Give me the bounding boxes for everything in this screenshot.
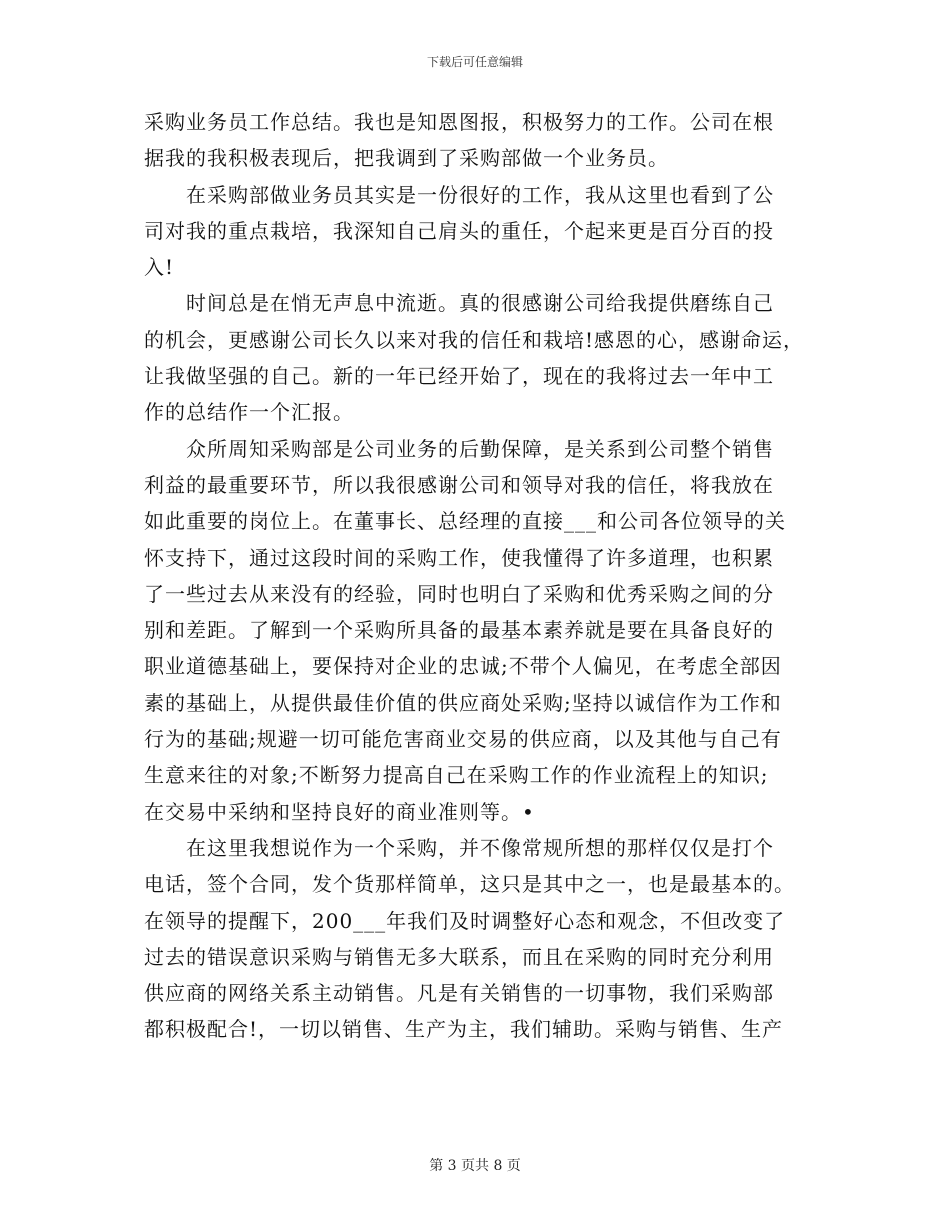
text-line: 职业道德基础上，要保持对企业的忠诚;不带个人偏见，在考虑全部因 [144,654,782,679]
text-line: 众所周知采购部是公司业务的后勤保障，是关系到公司整个销售 [144,436,774,461]
text-line: 别和差距。了解到一个采购所具备的最基本素养就是要在具备良好的 [144,618,774,643]
text-line: 了一些过去从来没有的经验，同时也明白了采购和优秀采购之间的分 [144,581,774,606]
text-line: 在领导的提醒下，200___年我们及时调整好心态和观念，不但改变了 [144,908,786,933]
text-line: 在交易中采纳和坚持良好的商业准则等。• [144,799,535,824]
text-line: 素的基础上，从提供最佳价值的供应商处采购;坚持以诚信作为工作和 [144,690,782,715]
text-line: 在采购部做业务员其实是一份很好的工作，我从这里也看到了公 [144,182,774,207]
text-line: 行为的基础;规避一切可能危害商业交易的供应商，以及其他与自己有 [144,727,782,752]
page-number: 第 3 页共 8 页 [429,1158,521,1174]
text-line: 据我的我积极表现后，把我调到了采购部做一个业务员。 [144,146,669,171]
text-line: 让我做坚强的自己。新的一年已经开始了，现在的我将过去一年中工 [144,364,774,389]
document-body [144,104,814,1048]
text-line: 的机会，更感谢公司长久以来对我的信任和栽培!感恩的心，感谢命运， [144,327,805,352]
text-line: 司对我的重点栽培，我深知自己肩头的重任，个起来更是百分百的投 [144,218,774,243]
text-line: 采购业务员工作总结。我也是知恩图报，积极努力的工作。公司在根 [144,110,774,134]
text-line: 都积极配合!，一切以销售、生产为主，我们辅助。采购与销售、生产 [144,1017,784,1042]
text-line: 在这里我想说作为一个采购，并不像常规所想的那样仅仅是打个 [144,835,774,860]
text-line: 如此重要的岗位上。在董事长、总经理的直接___和公司各位领导的关 [144,509,786,534]
text-line: 供应商的网络关系主动销售。凡是有关销售的一切事物，我们采购部 [144,981,774,1006]
text-line: 过去的错误意识采购与销售无多大联系，而且在采购的同时充分利用 [144,944,774,969]
text-line: 时间总是在悄无声息中流逝。真的很感谢公司给我提供磨练自己 [144,291,774,316]
text-line: 入! [144,255,175,280]
text-line: 利益的最重要环节，所以我很感谢公司和领导对我的信任，将我放在 [144,472,774,497]
text-line: 生意来往的对象;不断努力提高自己在采购工作的作业流程上的知识; [144,763,769,788]
text-line: 作的总结作一个汇报。 [144,400,354,425]
page-header: 下载后可任意编辑 [426,55,523,69]
text-line: 电话，签个合同，发个货那样简单，这只是其中之一，也是最基本的。 [144,872,795,897]
text-line: 怀支持下，通过这段时间的采购工作，使我懂得了许多道理，也积累 [144,545,774,570]
